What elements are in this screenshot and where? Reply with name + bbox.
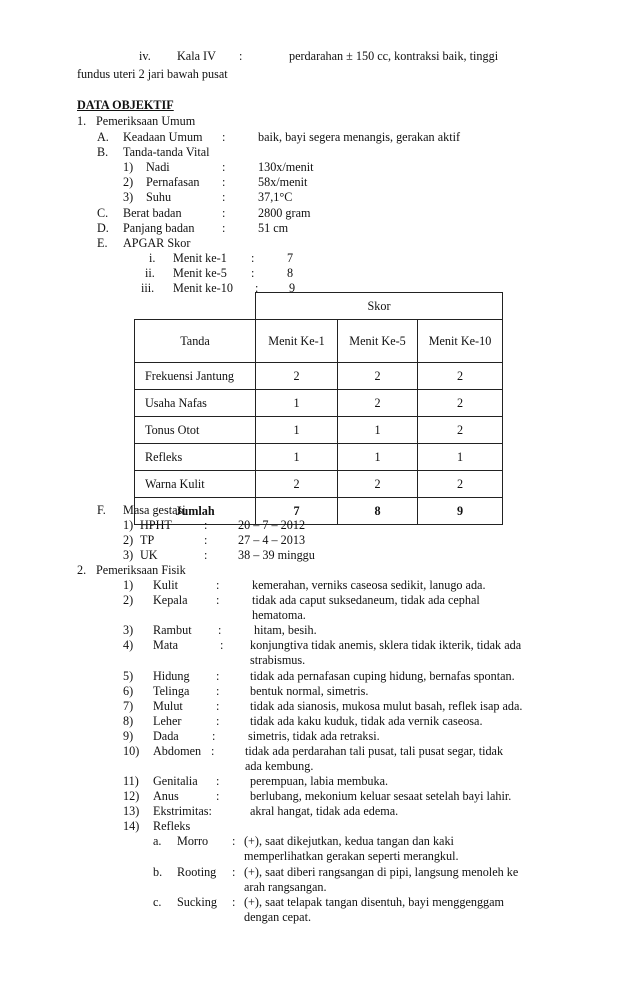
- fisik-colon: :: [216, 714, 220, 728]
- fisik-colon: :: [216, 774, 220, 788]
- fisik-label: Hidung: [153, 669, 190, 683]
- table-row-label: Refleks: [135, 444, 256, 471]
- fisik-value: perempuan, labia membuka.: [250, 774, 389, 788]
- fisik-value: tidak ada sianosis, mukosa mulut basah, reflek isap ada.: [250, 699, 523, 713]
- fisik-label: Mata: [153, 638, 179, 652]
- menit-label: Menit ke-1: [173, 251, 227, 265]
- gest-num: 1): [123, 518, 134, 532]
- table-row-label: Usaha Nafas: [135, 390, 256, 417]
- fisik-num: 5): [123, 669, 134, 683]
- gest-value: 27 – 4 – 2013: [238, 533, 306, 547]
- fisik-colon: :: [211, 744, 215, 758]
- fisik-value: simetris, tidak ada retraksi.: [248, 729, 380, 743]
- table-cell-empty: [135, 293, 256, 320]
- table-header-col: Menit Ke-10: [418, 320, 503, 363]
- table-cell: 1: [256, 417, 338, 444]
- table-row: [135, 471, 503, 498]
- menit-value: 7: [287, 251, 294, 265]
- refleks-value: (+), saat dikejutkan, kedua tangan dan kaki: [244, 834, 454, 848]
- menit-colon: :: [251, 251, 255, 265]
- menit-num: iii.: [141, 281, 155, 295]
- gest-value: 20 – 7 – 2012: [238, 518, 306, 532]
- table-cell: 2: [338, 363, 418, 390]
- gest-colon: :: [204, 518, 208, 532]
- item-label: Masa gestasi: [123, 503, 186, 517]
- refleks-num: c.: [153, 895, 162, 909]
- gest-label: HPHT: [140, 518, 172, 532]
- vital-num: 1): [123, 160, 134, 174]
- fisik-value: hitam, besih.: [254, 623, 317, 637]
- vital-value: 37,1°C: [258, 190, 293, 204]
- table-cell: 2: [338, 471, 418, 498]
- fisik-num: 7): [123, 699, 134, 713]
- refleks-colon: :: [232, 834, 236, 848]
- item-value: baik, bayi segera menangis, gerakan aktif: [258, 130, 461, 144]
- vital-num: 2): [123, 175, 134, 189]
- item-num: D.: [97, 221, 109, 235]
- gest-num: 2): [123, 533, 134, 547]
- fisik-value: tidak ada kaku kuduk, tidak ada vernik caseosa.: [250, 714, 483, 728]
- fisik-num: 10): [123, 744, 140, 758]
- fisik-label: Ekstrimitas:: [153, 804, 212, 818]
- fisik-label: Genitalia: [153, 774, 198, 788]
- refleks-label: Rooting: [177, 865, 217, 879]
- table-row-label: Warna Kulit: [135, 471, 256, 498]
- vital-colon: :: [222, 175, 226, 189]
- refleks-colon: :: [232, 895, 236, 909]
- table-row-label: Tonus Otot: [135, 417, 256, 444]
- refleks-value-cont: arah rangsangan.: [244, 880, 327, 894]
- vital-label: Pernafasan: [146, 175, 200, 189]
- fisik-num: 9): [123, 729, 134, 743]
- table-cell: 2: [418, 390, 503, 417]
- fisik-value: tidak ada pernafasan cuping hidung, bernafas spontan.: [250, 669, 515, 683]
- fisik-label: Abdomen: [153, 744, 202, 758]
- section-title: Pemeriksaan Umum: [96, 114, 196, 128]
- table-total-cell: 8: [338, 498, 418, 525]
- item-label: APGAR Skor: [123, 236, 191, 250]
- refleks-num: b.: [153, 865, 163, 879]
- fisik-label: Kulit: [153, 578, 179, 592]
- fisik-num: 8): [123, 714, 134, 728]
- gest-value: 38 – 39 minggu: [238, 548, 315, 562]
- menit-label: Menit ke-10: [173, 281, 233, 295]
- item-value: 51 cm: [258, 221, 289, 235]
- table-row: [135, 390, 503, 417]
- table-cell: 2: [256, 363, 338, 390]
- item-num: A.: [97, 130, 109, 144]
- fisik-num: 3): [123, 623, 134, 637]
- fisik-label: Mulut: [153, 699, 183, 713]
- kala-label: Kala IV: [177, 49, 216, 63]
- vital-colon: :: [222, 190, 226, 204]
- refleks-colon: :: [232, 865, 236, 879]
- fisik-label: Leher: [153, 714, 182, 728]
- refleks-value-cont: memperlihatkan gerakan seperti merangkul.: [244, 849, 459, 863]
- fisik-colon: :: [220, 638, 224, 652]
- vital-value: 130x/menit: [258, 160, 314, 174]
- fisik-num: 4): [123, 638, 134, 652]
- fisik-value: tidak ada perdarahan tali pusat, tali pusat segar, tidak: [245, 744, 504, 758]
- fisik-colon: :: [212, 729, 216, 743]
- fisik-label: Anus: [153, 789, 179, 803]
- item-label: Panjang badan: [123, 221, 195, 235]
- gest-num: 3): [123, 548, 134, 562]
- refleks-label: Morro: [177, 834, 209, 848]
- kala-value: perdarahan ± 150 cc, kontraksi baik, tinggi: [289, 49, 499, 63]
- refleks-label: Sucking: [177, 895, 217, 909]
- fisik-colon: :: [216, 578, 220, 592]
- menit-value: 9: [289, 281, 296, 295]
- table-header-tanda: Tanda: [135, 320, 256, 363]
- fisik-label: Dada: [153, 729, 179, 743]
- table-cell: 1: [418, 444, 503, 471]
- fisik-value: akral hangat, tidak ada edema.: [250, 804, 399, 818]
- fisik-label: Telinga: [153, 684, 190, 698]
- fisik-label: Rambut: [153, 623, 192, 637]
- item-label: Berat badan: [123, 206, 182, 220]
- table-row-total: [135, 498, 503, 525]
- table-header-skor: Skor: [256, 293, 503, 320]
- kala-colon: :: [239, 49, 243, 63]
- table-cell: 2: [256, 471, 338, 498]
- refleks-value-cont: dengan cepat.: [244, 910, 311, 924]
- gest-colon: :: [204, 548, 208, 562]
- vital-label: Suhu: [146, 190, 172, 204]
- fisik-value-cont: hematoma.: [252, 608, 306, 622]
- table-header-col: Menit Ke-5: [338, 320, 418, 363]
- refleks-value: (+), saat diberi rangsangan di pipi, langsung menoleh ke: [244, 865, 519, 879]
- table-row: [135, 293, 503, 320]
- fisik-num: 13): [123, 804, 140, 818]
- fisik-colon: :: [218, 623, 222, 637]
- table-cell: 1: [338, 417, 418, 444]
- table-total-cell: 9: [418, 498, 503, 525]
- item-label: Tanda-tanda Vital: [123, 145, 210, 159]
- fisik-colon: :: [216, 684, 220, 698]
- fisik-num: 2): [123, 593, 134, 607]
- section-num: 1.: [77, 114, 87, 128]
- item-colon: :: [222, 130, 226, 144]
- table-cell: 1: [256, 390, 338, 417]
- table-total-cell: 7: [256, 498, 338, 525]
- menit-value: 8: [287, 266, 294, 280]
- refleks-num: a.: [153, 834, 162, 848]
- vital-label: Nadi: [146, 160, 170, 174]
- fisik-value: bentuk normal, simetris.: [250, 684, 369, 698]
- apgar-table: [134, 292, 503, 525]
- section-num: 2.: [77, 563, 87, 577]
- table-row-label: Frekuensi Jantung: [135, 363, 256, 390]
- table-row: [135, 320, 503, 363]
- item-colon: :: [222, 221, 226, 235]
- gest-label: TP: [140, 533, 155, 547]
- item-num: C.: [97, 206, 109, 220]
- menit-num: ii.: [145, 266, 155, 280]
- vital-num: 3): [123, 190, 134, 204]
- gest-label: UK: [140, 548, 158, 562]
- item-label: Keadaan Umum: [123, 130, 203, 144]
- item-value: 2800 gram: [258, 206, 311, 220]
- refleks-value: (+), saat telapak tangan disentuh, bayi menggenggam: [244, 895, 505, 909]
- fisik-value: berlubang, mekonium keluar sesaat setelah bayi lahir.: [250, 789, 512, 803]
- table-row: [135, 417, 503, 444]
- vital-value: 58x/menit: [258, 175, 308, 189]
- fisik-value-cont: ada kembung.: [245, 759, 314, 773]
- table-cell: 2: [338, 390, 418, 417]
- item-num: F.: [97, 503, 106, 517]
- table-cell: 2: [418, 417, 503, 444]
- menit-label: Menit ke-5: [173, 266, 227, 280]
- section-heading: DATA OBJEKTIF: [77, 98, 174, 112]
- table-cell: 2: [418, 363, 503, 390]
- fisik-value: konjungtiva tidak anemis, sklera tidak ikterik, tidak ada: [250, 638, 522, 652]
- fisik-colon: :: [216, 789, 220, 803]
- fisik-label: Refleks: [153, 819, 191, 833]
- menit-colon: :: [251, 266, 255, 280]
- table-header-col: Menit Ke-1: [256, 320, 338, 363]
- menit-num: i.: [149, 251, 156, 265]
- table-cell: 1: [256, 444, 338, 471]
- fisik-value-cont: strabismus.: [250, 653, 306, 667]
- fisik-num: 1): [123, 578, 134, 592]
- fisik-num: 12): [123, 789, 140, 803]
- table-cell: 2: [418, 471, 503, 498]
- fisik-colon: :: [216, 699, 220, 713]
- fisik-colon: :: [216, 669, 220, 683]
- item-num: B.: [97, 145, 109, 159]
- menit-colon: :: [255, 281, 259, 295]
- gest-colon: :: [204, 533, 208, 547]
- fisik-value: tidak ada caput suksedaneum, tidak ada cephal: [252, 593, 480, 607]
- fisik-num: 14): [123, 819, 140, 833]
- fisik-label: Kepala: [153, 593, 188, 607]
- fisik-colon: :: [216, 593, 220, 607]
- item-num: E.: [97, 236, 108, 250]
- table-row: [135, 444, 503, 471]
- fisik-value: kemerahan, verniks caseosa sedikit, lanugo ada.: [252, 578, 486, 592]
- kala-value-cont: fundus uteri 2 jari bawah pusat: [77, 67, 228, 81]
- table-row: [135, 363, 503, 390]
- table-cell: 1: [338, 444, 418, 471]
- kala-num: iv.: [139, 49, 151, 63]
- section-title: Pemeriksaan Fisik: [96, 563, 186, 577]
- item-colon: :: [222, 206, 226, 220]
- table-total-label: Jumlah: [135, 498, 256, 525]
- fisik-num: 11): [123, 774, 139, 788]
- vital-colon: :: [222, 160, 226, 174]
- fisik-num: 6): [123, 684, 134, 698]
